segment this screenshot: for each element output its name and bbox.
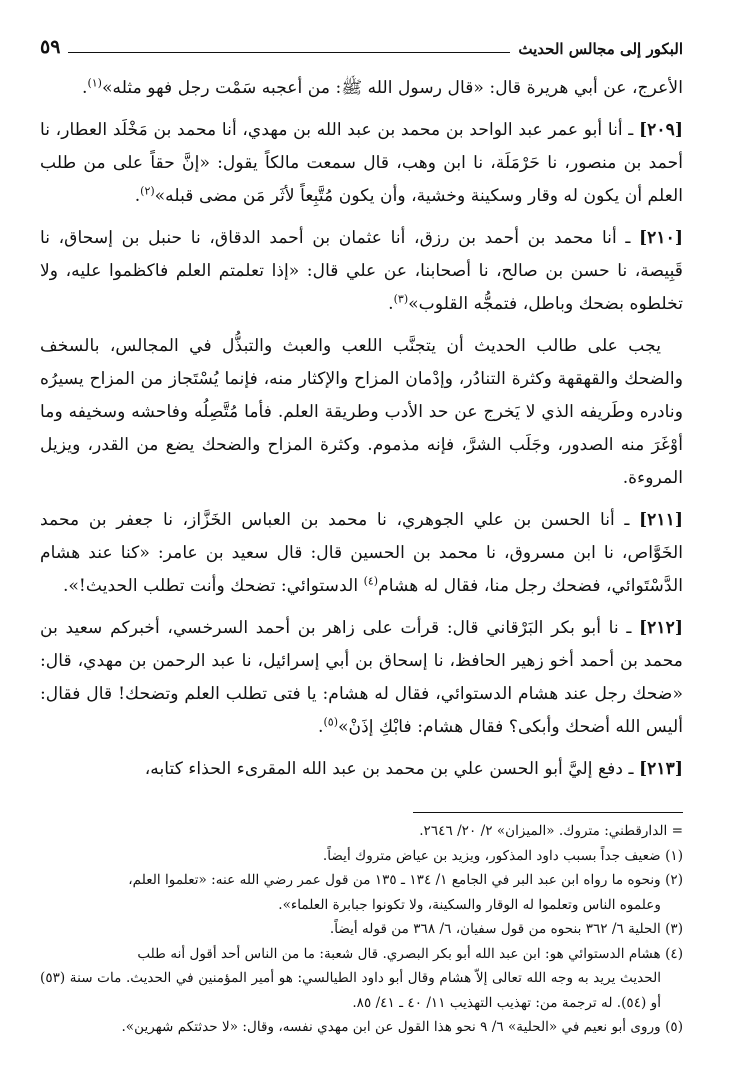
footnote-label: (٥) (665, 1019, 683, 1035)
page-number: ٥٩ (40, 36, 61, 58)
footnote-label: (٣) (665, 921, 683, 937)
paragraph-tail: . (81, 78, 88, 98)
footnote-ref: (٣) (393, 292, 409, 306)
paragraph-tail: الدستوائي: تضحك وأنت تطلب الحديث!». (62, 576, 364, 596)
footnote (40, 942, 683, 967)
narration-number: [٢١٢] (639, 618, 683, 638)
footnote-text: ضعيف جداً بسبب داود المذكور، ويزيد بن عياض متروك أيضاً. (322, 847, 661, 864)
paragraph (40, 504, 683, 603)
footnote-label: (١) (665, 847, 683, 864)
paragraph-text: ـ دفع إليَّ أبو الحسن علي بن محمد بن عبد الله المقرىء الحذاء كتابه، (144, 759, 640, 779)
header-rule (68, 52, 510, 53)
narration-number: [٢١٣] (639, 759, 683, 779)
paragraph-tail: . (134, 186, 141, 206)
footnote-ref: (٢) (140, 184, 155, 198)
paragraph-text: يجب على طالب الحديث أن يتجنَّب اللعب والعبث والتبذُّل في المجالس، بالسخف والضحك والقهقهة وكثرة التنادُر، وإدْمان المزاح والإكثار منه، فإنما يُسْتَجاز من المزاح يسيرُه ونادره وطَريفه الذي لا يَخرج عن حد الأدب وطريقة العلم. فأما مُتَّصِلُه وفاحشه وسخيفه وما أوْغَرَ منه الصدور، وجَلَب الشرَّ، فإنه مذموم. وكثرة المزاح والضحك يضع من القدر، ويزيل المروءة. (40, 336, 683, 488)
footnote (40, 917, 683, 942)
paragraph-text: الأعرج، عن أبي هريرة قال: «قال رسول الله ﷺ: من أعجبه سَمْت رجل فهو مثله» (101, 78, 683, 98)
footnote-continuation: وعلموه الناس وتعلموا له الوقار والسكينة، ولا تكونوا جبابرة العلماء». (278, 896, 661, 913)
paragraph (40, 72, 683, 105)
paragraph (40, 222, 683, 321)
running-header-title: البكور إلى مجالس الحديث (518, 40, 683, 58)
narration-number: [٢١١] (639, 510, 683, 530)
footnote-ref: (٤) (363, 574, 379, 588)
running-header (40, 30, 683, 58)
footnote (40, 844, 683, 869)
footnote-separator (413, 812, 683, 813)
main-text (40, 72, 683, 786)
footnote-label: = (671, 823, 683, 839)
footnote-continuation: الحديث يريد به وجه الله تعالى إلاّ هشام وقال أبو داود الطيالسي: هو أمير المؤمنين في الحديث. مات سنة (٥٣) أو (٥٤). له ترجمة من: تهذيب التهذيب ١١/ ٤٠ ـ ٤١/ ٨٥. (40, 970, 661, 1011)
footnote-text: هشام الدستوائي هو: ابن عبد الله أبو بكر البصري. قال شعبة: ما من الناس أحد أقول أنه طلب (137, 945, 661, 962)
paragraph (40, 330, 683, 495)
footnotes (40, 819, 683, 1040)
paragraph (40, 114, 683, 213)
footnote (40, 819, 683, 844)
footnote (40, 1015, 683, 1040)
paragraph (40, 612, 683, 744)
narration-number: [٢٠٩] (639, 120, 683, 140)
paragraph-text: ـ أنا أبو عمر عبد الواحد بن محمد بن عبد الله بن مهدي، أنا محمد بن مَخْلَد العطار، نا أحمد بن منصور، نا حَرْمَلَة، نا ابن وهب، قال سمعت مالكاً يقول: «إنَّ حقاً على من طلب العلم أن يكون له وقار وسكينة وخشية، وأن يكون مُتَّبِعاً لأثَر مَن مضى قبله» (40, 120, 683, 206)
footnote-text: وروى أبو نعيم في «الحلية» ٦/ ٩ نحو هذا القول عن ابن مهدي نفسه، وقال: «لا حدثتكم شهرين». (121, 1019, 661, 1035)
paragraph-tail: . (388, 294, 394, 314)
paragraph-tail: . (318, 717, 324, 737)
paragraph-text: ـ نا أبو بكر البَرْقاني قال: قرأت على زاهر بن أحمد السرخسي، أخبركم سعيد بن محمد بن أحمد أخو زهير الحافظ، نا إسحاق بن أبي إسرائيل، نا عبد الرحمن بن مهدي، قال: «ضحك رجل عند هشام الدستوائي، فقال له هشام: يا فتى تطلب العلم وتضحك! قال فقال: أليس الله أضحك وأبكى؟ فقال هشام: فابْكِ إذَنْ» (40, 618, 683, 737)
footnote-ref: (٥) (323, 715, 338, 729)
paragraph-text: ـ أنا الحسن بن علي الجوهري، نا محمد بن العباس الخَزَّاز، نا جعفر بن محمد الخَوَّاص، نا ابن مسروق، نا محمد بن الحسين قال: قال سعيد بن عامر: «كنا عند هشام الدَّسْتَوائي، فضحك رجل منا، فقال له هشام (40, 510, 683, 596)
narration-number: [٢١٠] (639, 228, 683, 248)
footnote (40, 868, 683, 893)
paragraph-text: ـ أنا محمد بن أحمد بن رزق، أنا عثمان بن أحمد الدقاق، نا حنبل بن إسحاق، نا قَبِيصة، نا حسن بن صالح، نا أصحابنا، عن علي قال: «إذا تعلمتم العلم فاكظموا عليه، ولا تخلطوه بضحك وباطل، فتمجُّه القلوب» (40, 228, 683, 314)
footnote-text: الحلية ٦/ ٣٦٢ بنحوه من قول سفيان، ٦/ ٣٦٨ من قوله أيضاً. (329, 921, 661, 937)
footnote-ref: (١) (87, 76, 102, 90)
footnote-text: الدارقطني: متروك. «الميزان» ٢/ ٢٠/ ٢٦٤٦. (419, 823, 668, 839)
footnote-label: (٤) (665, 945, 683, 962)
footnote-label: (٢) (665, 872, 683, 888)
footnote-text: ونحوه ما رواه ابن عبد البر في الجامع ١/ ١٣٤ ـ ١٣٥ من قول عمر رضي الله عنه: «تعلموا العلم، (128, 872, 661, 888)
paragraph (40, 753, 683, 786)
